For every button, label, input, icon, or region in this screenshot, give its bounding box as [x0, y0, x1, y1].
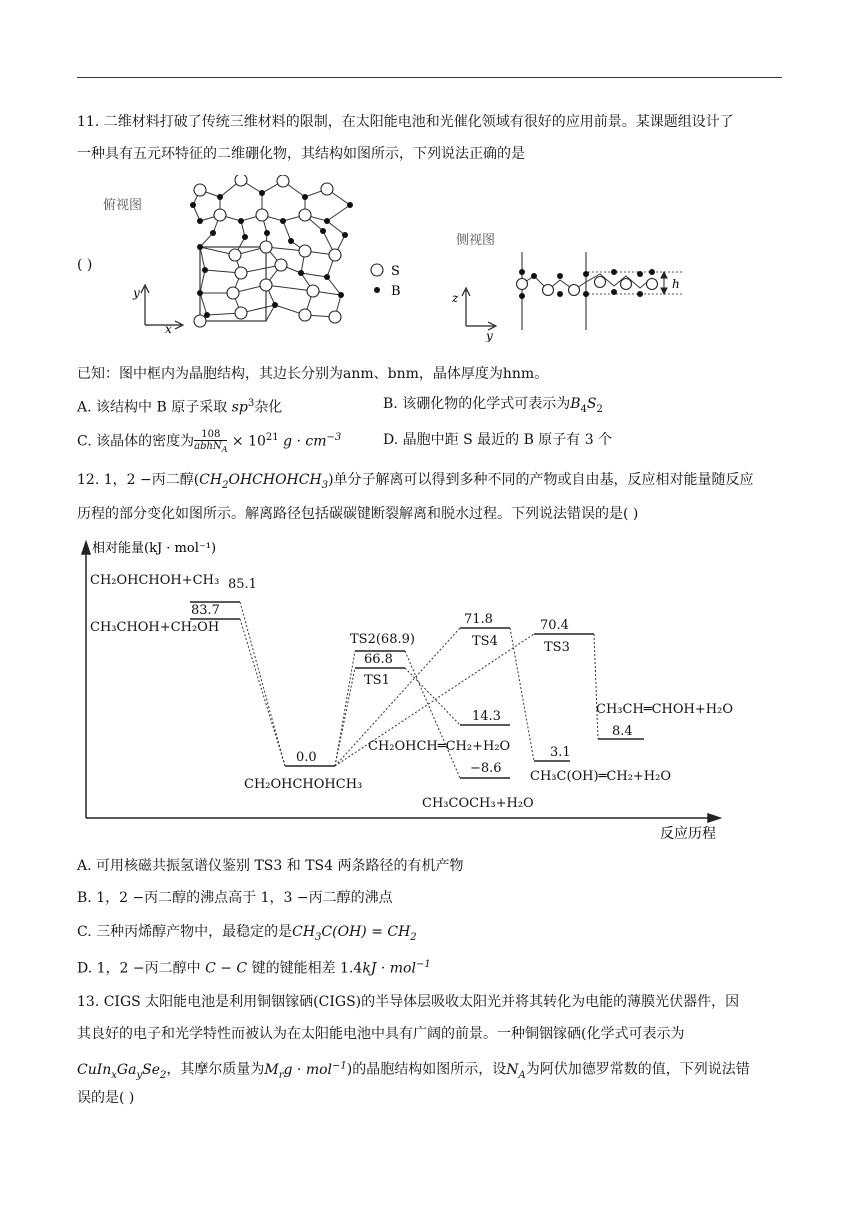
- energy-label-p4: CH₃COCH₃+H₂O: [422, 796, 534, 811]
- h-label: h: [672, 277, 680, 291]
- energy-label-ts4: TS4: [472, 634, 498, 649]
- q11-option-b-math: B: [570, 396, 581, 412]
- side-view-label: 侧视图: [456, 233, 496, 248]
- q12-option-d-text: D. 1，2 −丙二醇中: [77, 960, 201, 977]
- q11-option-a-math: sp: [231, 399, 248, 416]
- q12-stem-mid: 单分子解离可以得到多种不同的产物或自由基，反应相对能量随反应: [333, 472, 754, 488]
- legend-s-symbol: [371, 264, 383, 276]
- q13-na: $N_A$: [506, 1061, 526, 1081]
- q11-option-a-sup: 3: [247, 398, 255, 409]
- side-view-axes: [462, 288, 496, 330]
- axis-z-label: z: [452, 291, 459, 305]
- energy-label-p6: CH₃CH═CHOH+H₂O: [596, 702, 733, 717]
- path-p1: [240, 602, 285, 766]
- q11-option-c-fraction: $\frac{108}{abhN_A}$: [194, 428, 228, 454]
- top-view-axes: [141, 285, 183, 329]
- q13-stem-line3: $CuIn_xGa_ySe_2$，其摩尔质量为$M_rg \cdot mol^{-1}$)的晶胞结构如图所示，设$N_A$为阿伏加德罗常数的值，下列说法错: [77, 1060, 750, 1081]
- energy-label-p0: CH₂OHCHOHCH₃: [244, 777, 363, 792]
- q11-option-c-mid: × 10: [231, 433, 266, 450]
- q11-option-d[interactable]: D. 晶胞中距 S 最近的 B 原子有 3 个: [383, 432, 613, 448]
- q12-option-a[interactable]: A. 可用核磁共振氢谱仪鉴别 TS3 和 TS4 两条路径的有机产物: [77, 858, 464, 874]
- header-rule: [77, 77, 782, 78]
- q12-option-d[interactable]: [77, 955, 431, 979]
- energy-label-v2: 83.7: [191, 603, 220, 618]
- energy-label-v-ts3: 70.4: [540, 618, 569, 633]
- q11-option-a-text: A. 该结构中 B 原子采取: [77, 399, 228, 416]
- q12-option-d-unit: kJ · mol: [362, 960, 416, 977]
- legend-s-label: S: [391, 264, 400, 279]
- path-ts3b: [594, 634, 598, 739]
- legend-b-symbol: [374, 287, 380, 293]
- path-ts1: [335, 668, 355, 766]
- energy-label-v-p5: 3.1: [550, 745, 571, 760]
- q11-stem-line2: 一种具有五元环特征的二维硼化物，其结构如图所示，下列说法正确的是: [77, 146, 525, 162]
- q12-option-c-formula: $CH_3C(OH) = CH_2$: [292, 924, 417, 943]
- q11-option-b[interactable]: [383, 394, 603, 420]
- q11-option-a[interactable]: [77, 394, 282, 418]
- q13-stem-mid1: ，其摩尔质量为: [166, 1061, 265, 1078]
- q11-option-b-math2: S: [586, 396, 597, 412]
- q11-side-view-figure: [448, 222, 708, 342]
- q11-option-c-sup: 21: [265, 432, 279, 443]
- x-axis-label: 反应历程: [660, 826, 716, 842]
- q12-option-b[interactable]: B. 1，2 −丙二醇的沸点高于 1，3 −丙二醇的沸点: [77, 890, 393, 906]
- q13-formula: $CuIn_xGa_ySe_2$: [77, 1061, 167, 1081]
- energy-label-p3: CH₂OHCH═CH₂+H₂O: [368, 739, 511, 754]
- q12-option-c[interactable]: [77, 922, 417, 948]
- q11-option-b-sub2: 2: [596, 403, 603, 415]
- energy-label-v-p4: −8.6: [470, 761, 502, 776]
- q12-option-d-math: C − C: [205, 960, 248, 977]
- q11-option-b-sub1: 4: [580, 403, 587, 415]
- axis-y2-label: y: [486, 329, 493, 342]
- energy-label-p5: CH₃C(OH)═CH₂+H₂O: [530, 769, 672, 784]
- q12-option-c-text: C. 三种丙烯醇产物中，最稳定的是: [77, 924, 293, 940]
- q13-molar-mass: $M_rg \cdot mol^{-1}$: [264, 1060, 347, 1081]
- q12-option-d-mid: 键的键能相差 1.4: [251, 960, 363, 977]
- axis-x-label: x: [165, 322, 172, 335]
- q12-stem-line1: 12. 1，2 −丙二醇$(CH_2OHCHOHCH_3)$单分子解离可以得到多种不同的产物或自由基，反应相对能量随反应: [77, 472, 754, 491]
- path-p2: [240, 619, 285, 766]
- energy-label-ts2: TS2(68.9): [350, 632, 415, 647]
- q13-stem-line1: 13. CIGS 太阳能电池是利用铜铟镓硒(CIGS)的半导体层吸收太阳光并将其转化为电能的薄膜光伏器件，因: [77, 994, 740, 1010]
- q12-stem-line2: 历程的部分变化如图所示。解离路径包括碳碳键断裂解离和脱水过程。下列说法错误的是( ): [77, 506, 639, 522]
- energy-label-v0: 0.0: [296, 750, 317, 765]
- energy-label-p1: CH₂OHCHOH+CH₃: [90, 573, 220, 588]
- q11-option-c[interactable]: [77, 428, 341, 455]
- path-ts2: [335, 651, 355, 766]
- q11-answer-blank: ( ): [77, 257, 93, 273]
- q13-stem-end: 为阿伏加德罗常数的值，下列说法错: [525, 1061, 750, 1078]
- path-ts4b: [510, 628, 534, 761]
- q11-top-view-figure: [95, 175, 425, 335]
- q11-option-a-post: 杂化: [254, 399, 283, 416]
- q12-option-d-sup: −1: [415, 959, 431, 970]
- top-view-label: 俯视图: [103, 198, 143, 213]
- q11-option-c-unit: g · cm: [283, 433, 327, 450]
- q11-option-b-text: B. 该硼化物的化学式可表示为: [383, 396, 571, 412]
- q11-option-c-text: C. 该晶体的密度为: [77, 433, 195, 450]
- legend-b-label: B: [391, 284, 401, 299]
- q11-known-condition: 已知：图中框内为晶胞结构，其边长分别为anm、bnm，晶体厚度为hnm。: [77, 366, 549, 382]
- q13-stem-mid2: 的晶胞结构如图所示，设: [352, 1061, 507, 1078]
- path-ts1b: [405, 668, 460, 725]
- energy-label-ts1: TS1: [364, 673, 390, 688]
- energy-label-v-p3: 14.3: [472, 709, 501, 724]
- energy-label-v-ts1: 66.8: [364, 652, 393, 667]
- q12-stem-pre: 12. 1，2 −丙二醇(: [77, 472, 200, 488]
- q12-formula: $CH_2OHCHOHCH_3$: [199, 472, 329, 491]
- energy-label-v-ts4: 71.8: [464, 612, 493, 627]
- q12-energy-diagram: [60, 532, 760, 852]
- energy-label-ts3: TS3: [544, 640, 570, 655]
- energy-label-v-p6: 8.4: [612, 724, 633, 739]
- h-marker: [661, 272, 667, 294]
- energy-label-v1: 85.1: [228, 577, 257, 592]
- q13-stem-line4: 误的是( ): [77, 1090, 135, 1106]
- axis-y-label: y: [133, 286, 140, 300]
- q11-option-c-unit-sup: −3: [326, 432, 342, 443]
- energy-labels: [90, 573, 733, 811]
- energy-label-p2: CH₃CHOH+CH₂OH: [90, 620, 220, 635]
- q13-stem-line2: 其良好的电子和光学特性而被认为在太阳能电池中具有广阔的前景。一种铜铟镓硒(化学式可表示为: [77, 1026, 685, 1042]
- y-axis-label: 相对能量(kJ · mol⁻¹): [92, 541, 217, 556]
- q11-stem-line1: 11. 二维材料打破了传统三维材料的限制，在太阳能电池和光催化领域有很好的应用前景。某课题组设计了: [77, 114, 734, 130]
